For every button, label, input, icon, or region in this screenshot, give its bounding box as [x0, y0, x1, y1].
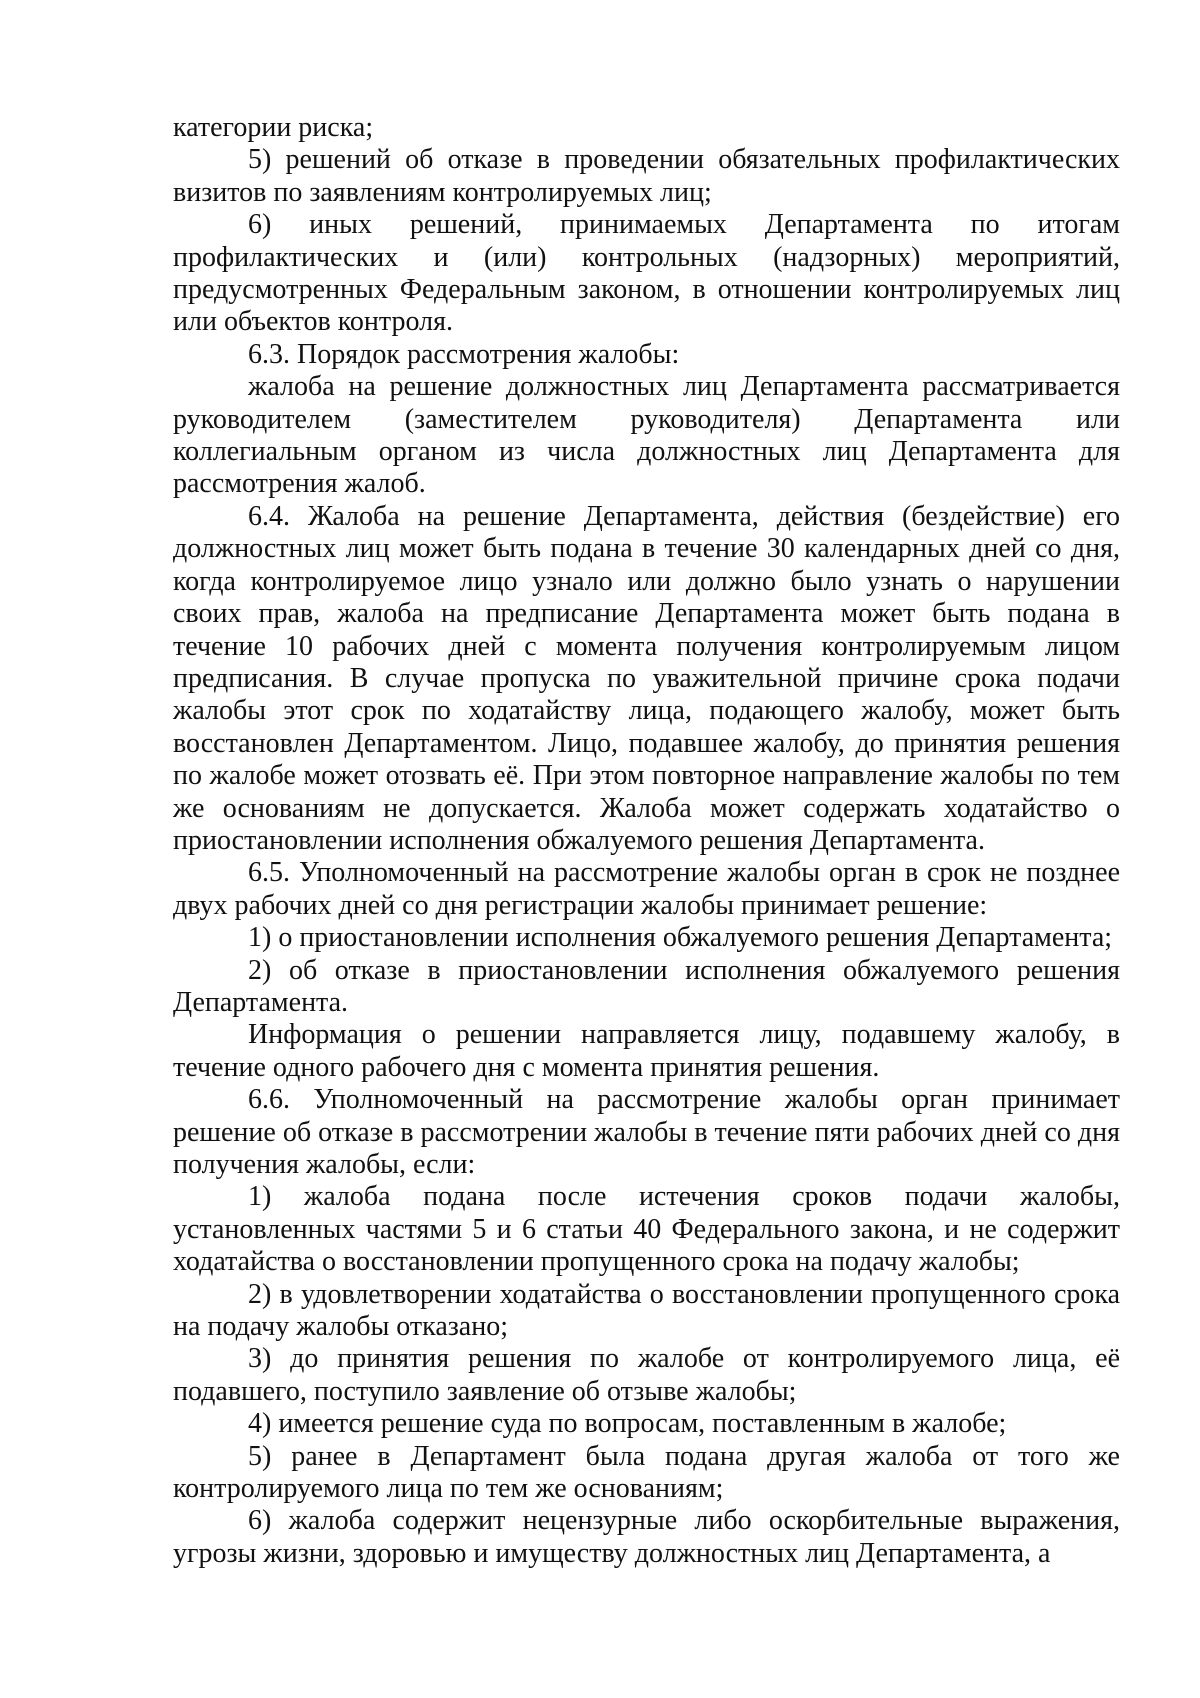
- paragraph-item-5-refusal-visits: 5) решений об отказе в проведении обязательных профилактических визитов по заявлениям контролируемых лиц;: [173, 144, 1120, 208]
- paragraph-6-5-item-2: 2) об отказе в приостановлении исполнения обжалуемого решения Департамента.: [173, 954, 1120, 1018]
- paragraph-item-6-other-decisions: 6) иных решений, принимаемых Департамента по итогам профилактических и (или) контрольных (надзорных) мероприятий, предусмотренных Федеральным законом, в отношении контролируемых лиц или объектов контроля.: [173, 209, 1120, 338]
- paragraph-category-risk: категории риска;: [173, 112, 374, 143]
- paragraph-6-5: 6.5. Уполномоченный на рассмотрение жалобы орган в срок не позднее двух рабочих дней со дня регистрации жалобы принимает решение:: [173, 857, 1120, 921]
- document-page: [173, 112, 1120, 1570]
- paragraph-6-3-body: жалоба на решение должностных лиц Департамента рассматривается руководителем (заместителем руководителя) Департамента или коллегиальным органом из числа должностных лиц Департамента для рассмотрения жалоб.: [173, 371, 1120, 500]
- paragraph-6-4: 6.4. Жалоба на решение Департамента, действия (бездействие) его должностных лиц может быть подана в течение 30 календарных дней со дня, когда контролируемое лицо узнало или должно было узнать о нарушении своих прав, жалоба на предписание Департамента может быть подана в течение 10 рабочих дней с момента получения контролируемым лицом предписания. В случае пропуска по уважительной причине срока подачи жалобы этот срок по ходатайству лица, подающего жалобу, может быть восстановлен Департаментом. Лицо, подавшее жалобу, до принятия решения по жалобе может отозвать её. При этом повторное направление жалобы по тем же основаниям не допускается. Жалоба может содержать ходатайство о приостановлении исполнения обжалуемого решения Департамента.: [173, 500, 1120, 856]
- paragraph-6-3-heading: 6.3. Порядок рассмотрения жалобы:: [248, 338, 680, 370]
- paragraph-6-6-item-3: 3) до принятия решения по жалобе от контролируемого лица, её подавшего, поступило заявление об отзыве жалобы;: [173, 1343, 1120, 1407]
- paragraph-6-6-item-4: 4) имеется решение суда по вопросам, поставленным в жалобе;: [248, 1408, 1007, 1440]
- paragraph-6-6-item-6: 6) жалоба содержит нецензурные либо оскорбительные выражения, угрозы жизни, здоровью и имуществу должностных лиц Департамента, а: [173, 1505, 1120, 1569]
- paragraph-6-5-information: Информация о решении направляется лицу, подавшему жалобу, в течение одного рабочего дня с момента принятия решения.: [173, 1019, 1120, 1083]
- paragraph-6-6-item-1: 1) жалоба подана после истечения сроков подачи жалобы, установленных частями 5 и 6 статьи 40 Федерального закона, и не содержит ходатайства о восстановлении пропущенного срока на подачу жалобы;: [173, 1181, 1120, 1278]
- paragraph-6-5-item-1: 1) о приостановлении исполнения обжалуемого решения Департамента;: [248, 922, 1113, 954]
- paragraph-6-6-item-2: 2) в удовлетворении ходатайства о восстановлении пропущенного срока на подачу жалобы отказано;: [173, 1278, 1120, 1343]
- paragraph-6-6-item-5: 5) ранее в Департамент была подана другая жалоба от того же контролируемого лица по тем же основаниям;: [173, 1440, 1120, 1505]
- paragraph-6-6: 6.6. Уполномоченный на рассмотрение жалобы орган принимает решение об отказе в рассмотрении жалобы в течение пяти рабочих дней со дня получения жалобы, если:: [173, 1084, 1120, 1180]
